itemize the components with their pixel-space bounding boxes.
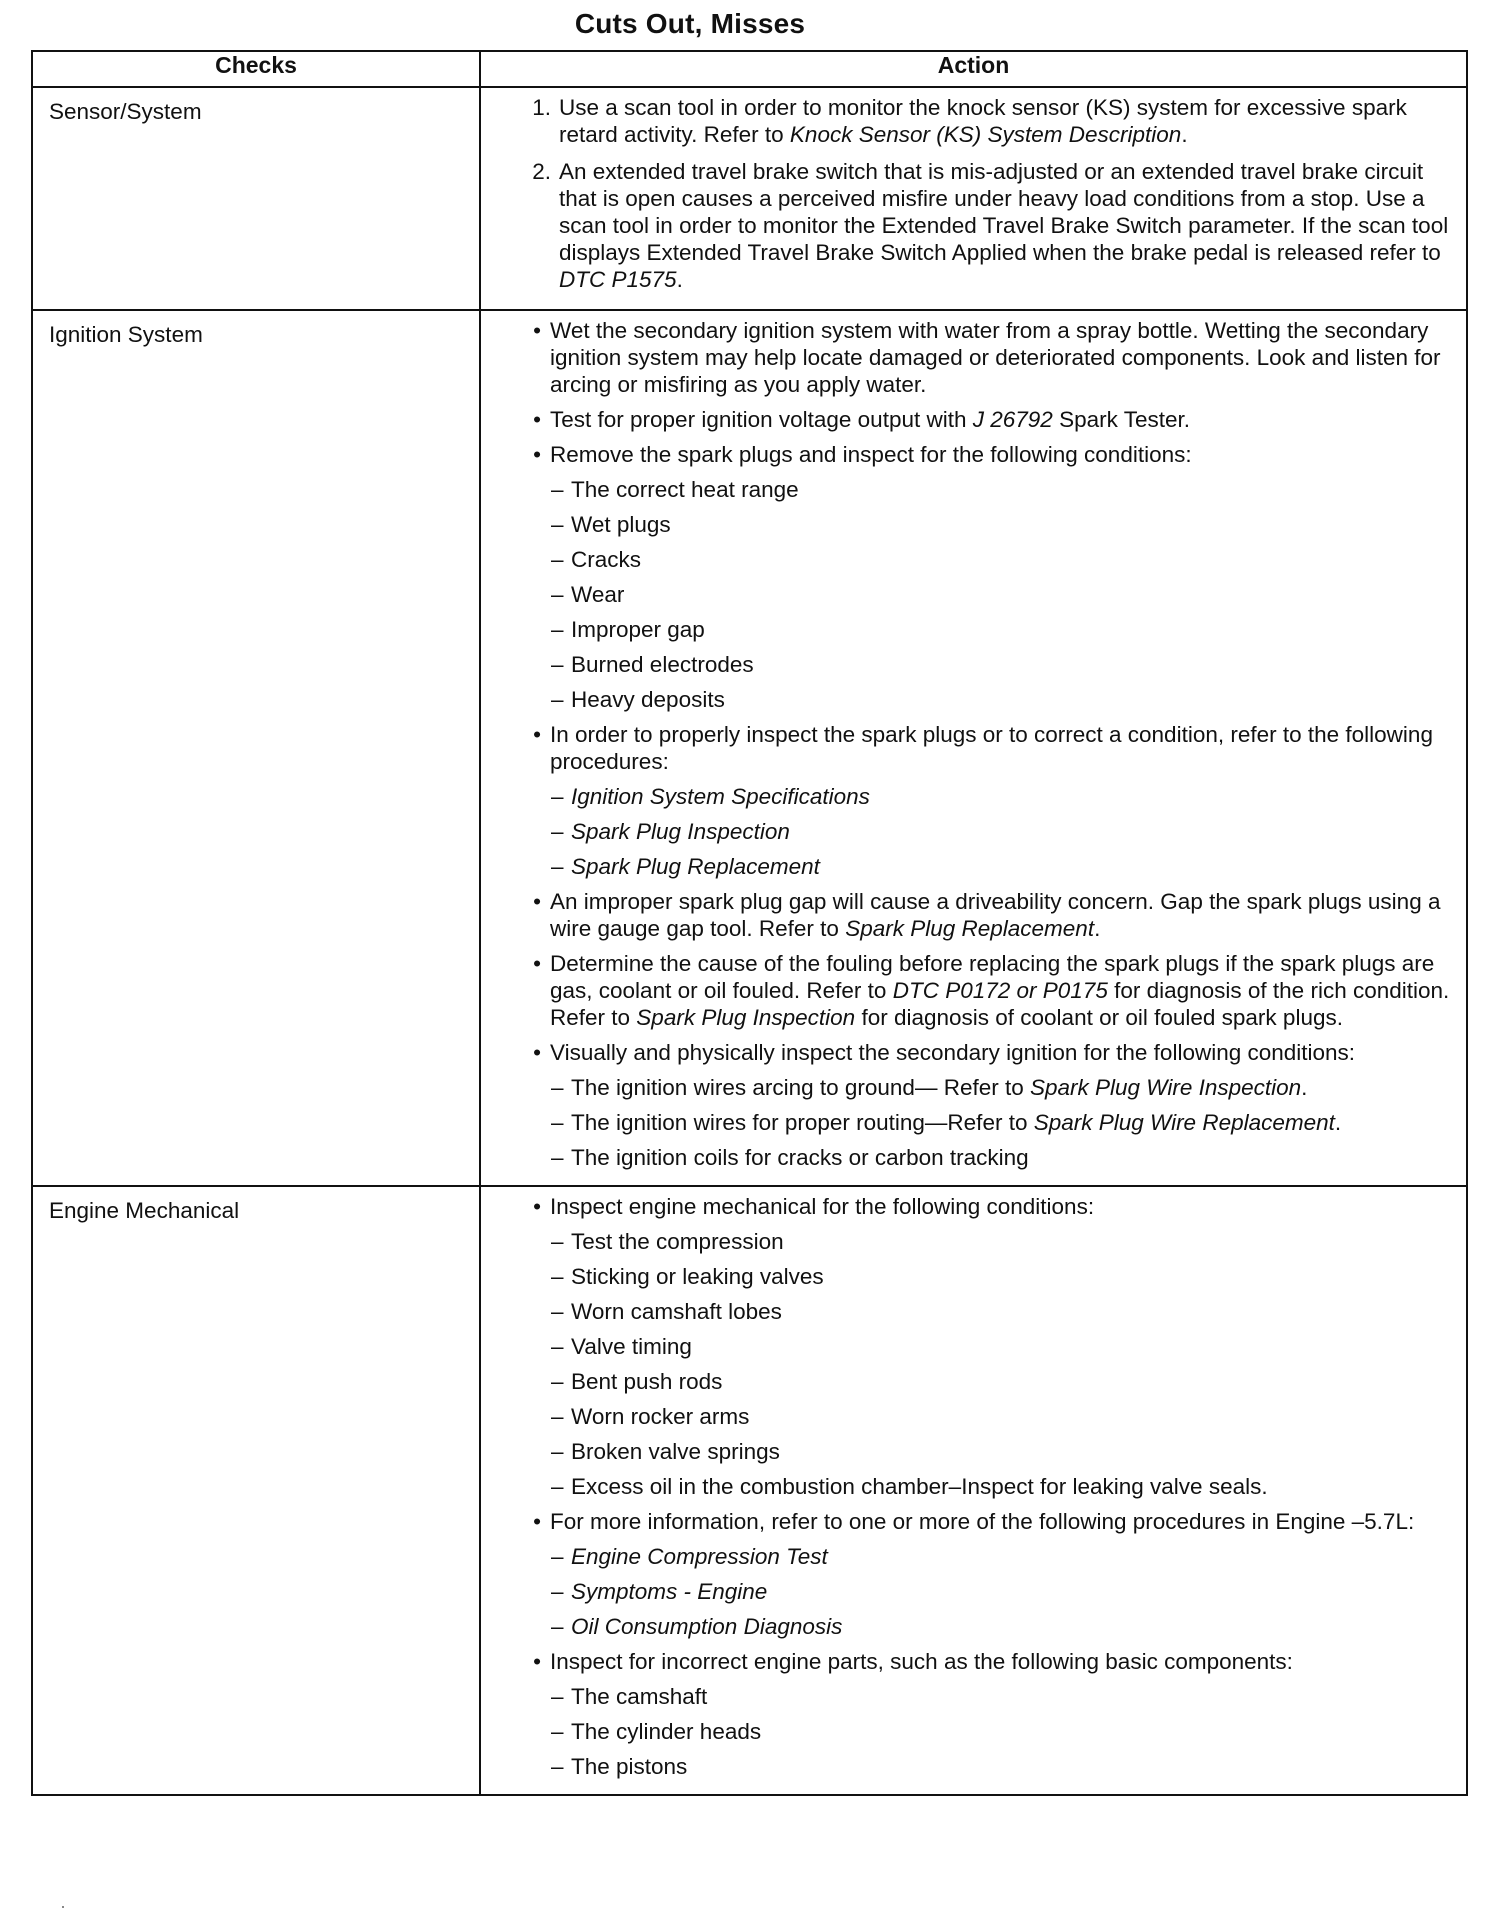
text-run: . bbox=[676, 267, 683, 292]
italic-reference: DTC P0172 or P0175 bbox=[892, 978, 1108, 1003]
sub-text bbox=[571, 1368, 1460, 1395]
bullet-item bbox=[481, 721, 1460, 775]
sub-item bbox=[481, 1263, 1460, 1290]
dash-icon: – bbox=[551, 547, 564, 572]
bullet-icon: • bbox=[533, 1509, 541, 1534]
bullet-text bbox=[550, 406, 1460, 433]
sub-item bbox=[481, 581, 1460, 608]
checks-header: Checks bbox=[32, 51, 480, 87]
sub-item bbox=[481, 1438, 1460, 1465]
italic-reference: Spark Plug Replacement bbox=[571, 854, 820, 879]
sub-item bbox=[481, 476, 1460, 503]
bullet-text bbox=[550, 721, 1460, 775]
sub-text bbox=[571, 1578, 1460, 1605]
text-run: An extended travel brake switch that is mis-adjusted or an extended travel brake circuit that is open causes a perceived misfire under heavy load conditions from a stop. Use a scan tool in order to monitor the Extended Travel Brake Switch parameter. If the scan tool displays Extended Travel Brake Switch Applied when the brake pedal is released refer to bbox=[559, 159, 1449, 265]
sub-item bbox=[481, 1683, 1460, 1710]
text-run: The ignition wires for proper routing—Refer to bbox=[571, 1110, 1034, 1135]
sub-item bbox=[481, 546, 1460, 573]
italic-reference: Ignition System Specifications bbox=[571, 784, 870, 809]
text-run: Excess oil in the combustion chamber–Inspect for leaking valve seals. bbox=[571, 1474, 1268, 1499]
sub-text bbox=[571, 581, 1460, 608]
text-run: Bent push rods bbox=[571, 1369, 723, 1394]
text-run: . bbox=[1094, 916, 1101, 941]
text-run: In order to properly inspect the spark plugs or to correct a condition, refer to the following procedures: bbox=[550, 722, 1433, 774]
sub-text bbox=[571, 1473, 1460, 1500]
text-run: for diagnosis of the rich condition. Refer to bbox=[550, 978, 1450, 1030]
dash-icon: – bbox=[551, 582, 564, 607]
text-run: Test the compression bbox=[571, 1229, 784, 1254]
sub-item bbox=[481, 1109, 1460, 1136]
page-title: Cuts Out, Misses bbox=[574, 8, 806, 39]
text-run: The pistons bbox=[571, 1754, 688, 1779]
table-row bbox=[32, 1186, 1467, 1795]
header-row bbox=[32, 51, 1467, 87]
bullet-icon: • bbox=[533, 889, 541, 914]
sub-text bbox=[571, 1074, 1460, 1101]
sub-item bbox=[481, 1144, 1460, 1171]
bullet-text bbox=[550, 1508, 1460, 1535]
text-run: For more information, refer to one or more of the following procedures in Engine –5.7L: bbox=[550, 1509, 1415, 1534]
sub-item bbox=[481, 1403, 1460, 1430]
dash-icon: – bbox=[551, 1684, 564, 1709]
text-run: for diagnosis of coolant or oil fouled spark plugs. bbox=[855, 1005, 1343, 1030]
dash-icon: – bbox=[551, 512, 564, 537]
sub-item bbox=[481, 1298, 1460, 1325]
dash-icon: – bbox=[551, 1579, 564, 1604]
sub-text bbox=[571, 1543, 1460, 1570]
dash-icon: – bbox=[551, 1299, 564, 1324]
text-run: The correct heat range bbox=[571, 477, 799, 502]
bullet-icon: • bbox=[533, 722, 541, 747]
text-run: Wear bbox=[571, 582, 625, 607]
sub-text bbox=[571, 1228, 1460, 1255]
table-row bbox=[32, 87, 1467, 310]
dash-icon: – bbox=[551, 1075, 564, 1100]
text-run: An improper spark plug gap will cause a driveability concern. Gap the spark plugs using a wire gauge gap tool. Refer to bbox=[550, 889, 1441, 941]
step-number: 1. bbox=[532, 95, 551, 120]
sub-text bbox=[571, 1753, 1460, 1780]
sub-text bbox=[571, 1683, 1460, 1710]
text-run: Test for proper ignition voltage output with bbox=[550, 407, 973, 432]
bullet-item bbox=[481, 406, 1460, 433]
text-run: Worn camshaft lobes bbox=[571, 1299, 782, 1324]
sub-text bbox=[571, 818, 1460, 845]
bullet-item bbox=[481, 1193, 1460, 1220]
bullet-icon: • bbox=[533, 318, 541, 343]
diagnostic-table bbox=[31, 50, 1468, 1796]
step-number: 2. bbox=[532, 159, 551, 184]
sub-text bbox=[571, 546, 1460, 573]
numbered-step bbox=[481, 158, 1460, 293]
sub-text bbox=[571, 1263, 1460, 1290]
text-run: Broken valve springs bbox=[571, 1439, 780, 1464]
sub-item bbox=[481, 818, 1460, 845]
dash-icon: – bbox=[551, 1719, 564, 1744]
italic-reference: Oil Consumption Diagnosis bbox=[571, 1614, 843, 1639]
text-run: The cylinder heads bbox=[571, 1719, 762, 1744]
bullet-item bbox=[481, 317, 1460, 398]
dash-icon: – bbox=[551, 1229, 564, 1254]
sub-item bbox=[481, 686, 1460, 713]
text-run: Spark Tester. bbox=[1052, 407, 1190, 432]
dash-icon: – bbox=[551, 1145, 564, 1170]
sub-text bbox=[571, 616, 1460, 643]
bullet-icon: • bbox=[533, 407, 541, 432]
text-run: Improper gap bbox=[571, 617, 705, 642]
text-run: Burned electrodes bbox=[571, 652, 754, 677]
bullet-text bbox=[550, 441, 1460, 468]
dash-icon: – bbox=[551, 477, 564, 502]
sub-item bbox=[481, 511, 1460, 538]
sub-item bbox=[481, 1613, 1460, 1640]
step-text bbox=[559, 94, 1460, 148]
bullet-item bbox=[481, 888, 1460, 942]
text-run: The camshaft bbox=[571, 1684, 708, 1709]
dash-icon: – bbox=[551, 1474, 564, 1499]
sub-text bbox=[571, 1333, 1460, 1360]
sub-item bbox=[481, 783, 1460, 810]
text-run: Visually and physically inspect the secondary ignition for the following conditions: bbox=[550, 1040, 1356, 1065]
dash-icon: – bbox=[551, 1754, 564, 1779]
sub-item bbox=[481, 1228, 1460, 1255]
bullet-icon: • bbox=[533, 442, 541, 467]
bullet-icon: • bbox=[533, 1040, 541, 1065]
italic-reference: Engine Compression Test bbox=[571, 1544, 828, 1569]
scan-speck bbox=[62, 1906, 64, 1908]
sub-text bbox=[571, 651, 1460, 678]
italic-reference: J 26792 bbox=[972, 407, 1053, 432]
bullet-item bbox=[481, 1039, 1460, 1066]
sub-text bbox=[571, 783, 1460, 810]
dash-icon: – bbox=[551, 1544, 564, 1569]
text-run: . bbox=[1334, 1110, 1342, 1135]
sub-text bbox=[571, 1403, 1460, 1430]
table-body bbox=[32, 87, 1467, 1795]
sub-text bbox=[571, 853, 1460, 880]
check-cell: Sensor/System bbox=[32, 87, 480, 310]
bullet-text bbox=[550, 317, 1460, 398]
text-run: Cracks bbox=[571, 547, 642, 572]
italic-reference: DTC P1575 bbox=[559, 267, 677, 292]
dash-icon: – bbox=[551, 1110, 564, 1135]
dash-icon: – bbox=[551, 617, 564, 642]
italic-reference: Spark Plug Wire Replacement bbox=[1033, 1110, 1335, 1135]
sub-text bbox=[571, 1144, 1460, 1171]
text-run: The ignition wires arcing to ground— Refer to bbox=[571, 1075, 1030, 1100]
check-cell: Ignition System bbox=[32, 310, 480, 1186]
italic-reference: Knock Sensor (KS) System Description bbox=[789, 122, 1182, 147]
sub-item bbox=[481, 1333, 1460, 1360]
italic-reference: Spark Plug Wire Inspection bbox=[1029, 1075, 1302, 1100]
sub-text bbox=[571, 1438, 1460, 1465]
text-run: Use a scan tool in order to monitor the knock sensor (KS) system for excessive spark retard activity. Refer to bbox=[559, 95, 1407, 147]
text-run: . bbox=[1181, 122, 1188, 147]
bullet-text bbox=[550, 1648, 1460, 1675]
bullet-icon: • bbox=[533, 1194, 541, 1219]
sub-item bbox=[481, 1543, 1460, 1570]
step-text bbox=[559, 158, 1460, 293]
sub-item bbox=[481, 1473, 1460, 1500]
text-run: . bbox=[1301, 1075, 1308, 1100]
sub-text bbox=[571, 511, 1460, 538]
italic-reference: Symptoms - Engine bbox=[571, 1579, 768, 1604]
numbered-step bbox=[481, 94, 1460, 148]
sub-item bbox=[481, 1074, 1460, 1101]
bullet-text bbox=[550, 1039, 1460, 1066]
sub-text bbox=[571, 686, 1460, 713]
dash-icon: – bbox=[551, 854, 564, 879]
text-run: Wet the secondary ignition system with water from a spray bottle. Wetting the secondary ignition system may help locate damaged or deteriorated components. Look and listen for arcing or misfiring as you apply water. bbox=[550, 318, 1441, 397]
text-run: Heavy deposits bbox=[571, 687, 725, 712]
text-run: The ignition coils for cracks or carbon tracking bbox=[571, 1145, 1029, 1170]
action-header: Action bbox=[480, 51, 1467, 87]
sub-item bbox=[481, 1753, 1460, 1780]
sub-text bbox=[571, 1298, 1460, 1325]
bullet-item bbox=[481, 1648, 1460, 1675]
dash-icon: – bbox=[551, 784, 564, 809]
dash-icon: – bbox=[551, 1614, 564, 1639]
action-cell bbox=[480, 1186, 1467, 1795]
check-cell: Engine Mechanical bbox=[32, 1186, 480, 1795]
action-cell bbox=[480, 310, 1467, 1186]
dash-icon: – bbox=[551, 1369, 564, 1394]
sub-text bbox=[571, 476, 1460, 503]
italic-reference: Spark Plug Inspection bbox=[571, 819, 790, 844]
sub-item bbox=[481, 651, 1460, 678]
text-run: Valve timing bbox=[571, 1334, 692, 1359]
text-run: Determine the cause of the fouling before replacing the spark plugs if the spark plugs are gas, coolant or oil fouled. Refer to bbox=[550, 951, 1435, 1003]
text-run: Sticking or leaking valves bbox=[571, 1264, 824, 1289]
sub-text bbox=[571, 1613, 1460, 1640]
text-run: Inspect engine mechanical for the following conditions: bbox=[550, 1194, 1095, 1219]
sub-text bbox=[571, 1718, 1460, 1745]
dash-icon: – bbox=[551, 819, 564, 844]
text-run: Worn rocker arms bbox=[571, 1404, 750, 1429]
dash-icon: – bbox=[551, 1334, 564, 1359]
text-run: Remove the spark plugs and inspect for the following conditions: bbox=[550, 442, 1192, 467]
action-cell bbox=[480, 87, 1467, 310]
sub-text bbox=[571, 1109, 1460, 1136]
bullet-icon: • bbox=[533, 1649, 541, 1674]
dash-icon: – bbox=[551, 652, 564, 677]
italic-reference: Spark Plug Inspection bbox=[636, 1005, 856, 1030]
sub-item bbox=[481, 1368, 1460, 1395]
bullet-item bbox=[481, 950, 1460, 1031]
text-run: Inspect for incorrect engine parts, such as the following basic components: bbox=[550, 1649, 1293, 1674]
bullet-text bbox=[550, 950, 1460, 1031]
sub-item bbox=[481, 616, 1460, 643]
bullet-item bbox=[481, 441, 1460, 468]
sub-item bbox=[481, 1718, 1460, 1745]
bullet-text bbox=[550, 888, 1460, 942]
bullet-text bbox=[550, 1193, 1460, 1220]
sub-item bbox=[481, 1578, 1460, 1605]
dash-icon: – bbox=[551, 1264, 564, 1289]
dash-icon: – bbox=[551, 1439, 564, 1464]
italic-reference: Spark Plug Replacement bbox=[845, 916, 1095, 941]
table-row bbox=[32, 310, 1467, 1186]
dash-icon: – bbox=[551, 687, 564, 712]
dash-icon: – bbox=[551, 1404, 564, 1429]
bullet-item bbox=[481, 1508, 1460, 1535]
text-run: Wet plugs bbox=[571, 512, 671, 537]
sub-item bbox=[481, 853, 1460, 880]
bullet-icon: • bbox=[533, 951, 541, 976]
